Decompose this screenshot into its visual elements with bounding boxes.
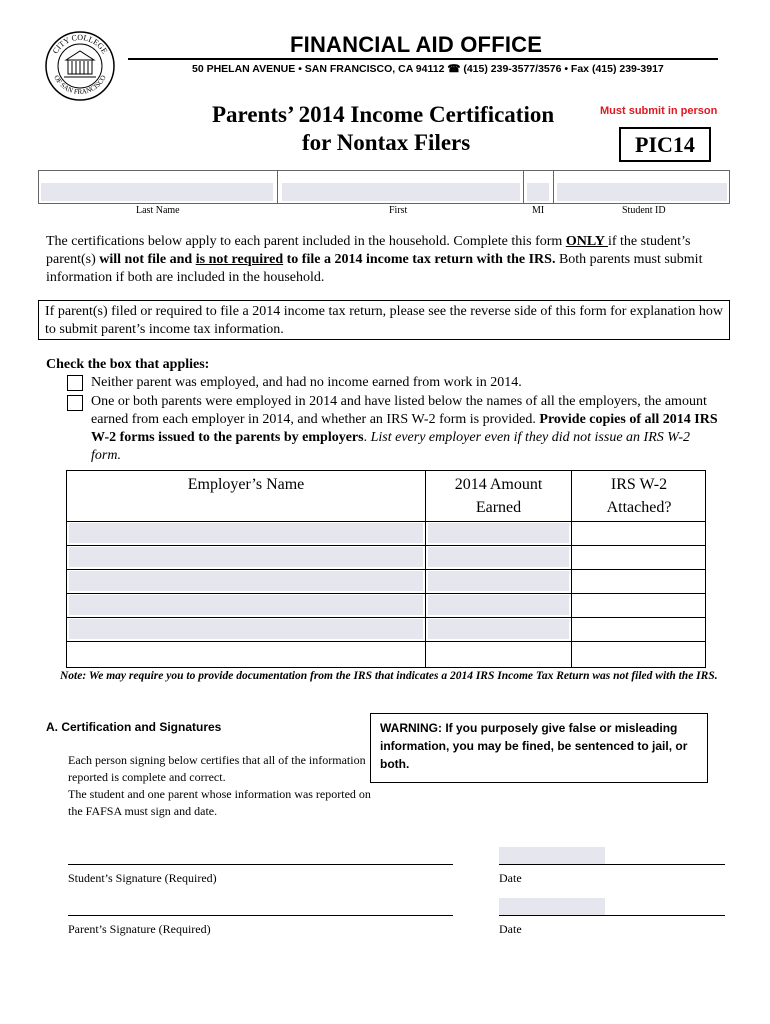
- certification-heading: A. Certification and Signatures: [46, 720, 222, 734]
- amount-earned-field[interactable]: [428, 595, 569, 615]
- amount-earned-field[interactable]: [428, 571, 569, 591]
- employer-name-field[interactable]: [69, 547, 423, 567]
- intro-only: ONLY: [565, 234, 608, 249]
- field-separator: [523, 171, 524, 203]
- row-divider: [67, 545, 705, 546]
- mi-label: MI: [532, 205, 545, 216]
- employed-checkbox[interactable]: [67, 395, 83, 411]
- header-text: Employer’s Name: [187, 476, 305, 493]
- amount-earned-header: [426, 473, 571, 519]
- intro-not-required: is not required: [195, 252, 284, 267]
- intro-text: if the student’s parent(s): [46, 234, 691, 267]
- header-text: Attached?: [606, 499, 672, 516]
- parent-date-field[interactable]: [499, 898, 605, 915]
- intro-text: The certifications below apply to each parent included in the household. Complete this form: [46, 234, 566, 249]
- employer-name-field[interactable]: [69, 595, 423, 615]
- intro-text: Both parents must submit information if both are included in the household.: [46, 252, 703, 285]
- svg-text:CITY COLLEGE: CITY COLLEGE: [50, 32, 110, 56]
- w2-attached-header: [572, 473, 706, 519]
- header-text: Earned: [475, 499, 522, 516]
- option1-text: Neither parent was employed, and had no income earned from work in 2014.: [91, 375, 522, 390]
- option2-part: One or both parents were employed in 2014 and have listed below the names of all the employers, the amount earned from each employer in 2014, and whether an IRS W-2 form is provided.: [91, 394, 707, 427]
- header-text: 2014 Amount: [454, 476, 543, 493]
- college-seal-icon: [44, 30, 116, 102]
- option2-part: .: [363, 430, 371, 445]
- parent-date-line: [499, 915, 725, 916]
- parent-signature-line[interactable]: [68, 915, 453, 916]
- student-id-field[interactable]: [557, 183, 727, 201]
- reverse-side-note: If parent(s) filed or required to file a 2014 income tax return, please see the reverse side of this form for explanation how to submit parent’s income tax information.: [38, 300, 730, 340]
- header-divider: [128, 58, 718, 60]
- parent-date-label: Date: [499, 922, 522, 936]
- certification-text-1: Each person signing below certifies that all of the information reported is complete and correct.: [68, 753, 366, 784]
- form-title-line2: for Nontax Filers: [302, 130, 471, 155]
- student-signature-label: Student’s Signature (Required): [68, 871, 217, 885]
- field-separator: [277, 171, 278, 203]
- employer-name-field[interactable]: [69, 523, 423, 543]
- row-divider: [67, 593, 705, 594]
- student-date-line: [499, 864, 725, 865]
- amount-earned-field[interactable]: [428, 619, 569, 639]
- option2-italic: List every employer even if they did not issue an IRS W-2 form.: [91, 430, 691, 463]
- header-text: IRS W-2: [610, 476, 668, 493]
- field-separator: [553, 171, 554, 203]
- employer-table: [66, 470, 706, 668]
- first-name-field[interactable]: [282, 183, 520, 201]
- employer-name-header: [67, 473, 425, 496]
- mi-field[interactable]: [527, 183, 549, 201]
- student-id-label: Student ID: [622, 205, 666, 216]
- row-divider: [67, 569, 705, 570]
- student-signature-line[interactable]: [68, 864, 453, 865]
- row-divider: [67, 641, 705, 642]
- certification-text-2: The student and one parent whose information was reported on the FAFSA must sign and date.: [68, 787, 371, 818]
- form-code: PIC14: [619, 127, 711, 162]
- student-date-label: Date: [499, 871, 522, 885]
- last-name-label: Last Name: [136, 205, 180, 216]
- student-date-field[interactable]: [499, 847, 605, 864]
- certification-text: [68, 752, 378, 820]
- last-name-field[interactable]: [41, 183, 273, 201]
- option2-bold: Provide copies of all 2014 IRS W-2 forms issued to the parents by employers: [91, 412, 718, 445]
- intro-bold: will not file and: [99, 252, 196, 267]
- no-income-checkbox[interactable]: [67, 375, 83, 391]
- intro-bold: to file a 2014 income tax return with the IRS.: [283, 252, 556, 267]
- option2-text: [91, 393, 721, 465]
- check-heading: Check the box that applies:: [46, 357, 210, 372]
- amount-earned-field[interactable]: [428, 523, 569, 543]
- svg-text:OF SAN FRANCISCO: OF SAN FRANCISCO: [52, 73, 108, 97]
- first-name-label: First: [389, 205, 408, 216]
- warning-box: WARNING: If you purposely give false or misleading information, you may be fined, be sentenced to jail, or both.: [370, 713, 708, 783]
- amount-earned-field[interactable]: [428, 547, 569, 567]
- employer-name-field[interactable]: [69, 619, 423, 639]
- form-title-line1: Parents’ 2014 Income Certification: [212, 102, 555, 127]
- must-submit-notice: Must submit in person: [600, 105, 718, 117]
- intro-paragraph: [46, 233, 706, 287]
- irs-documentation-note: Note: We may require you to provide documentation from the IRS that indicates a 2014 IRS Income Tax Return was not filed with the IRS.: [60, 670, 718, 682]
- office-title: FINANCIAL AID OFFICE: [290, 32, 543, 57]
- address-line: 50 PHELAN AVENUE • SAN FRANCISCO, CA 94112 ☎ (415) 239-3577/3576 • Fax (415) 239-3917: [192, 63, 664, 75]
- parent-signature-label: Parent’s Signature (Required): [68, 922, 211, 936]
- employer-name-field[interactable]: [69, 571, 423, 591]
- row-divider: [67, 617, 705, 618]
- row-divider: [67, 521, 705, 522]
- student-name-row: [38, 170, 730, 204]
